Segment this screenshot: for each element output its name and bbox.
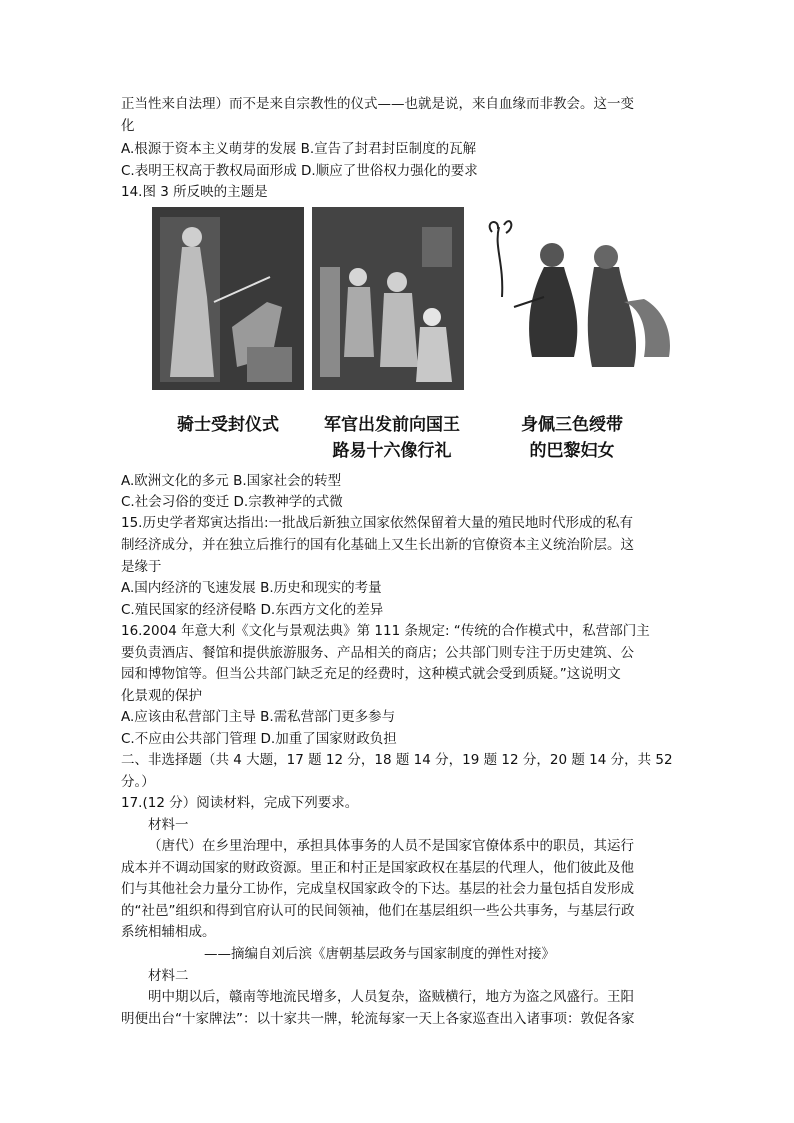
text-line: 化	[121, 118, 135, 134]
section-2-line: 二、非选择题（共 4 大题，17 题 12 分，18 题 14 分，19 题 12 分，20 题 14 分，共 52	[121, 752, 673, 768]
q16-options-ab: A.应该由私营部门主导 B.需私营部门更多参与	[121, 709, 396, 725]
caption-officers-line2: 路易十六像行礼	[332, 441, 452, 461]
q16-stem-line: 化景观的保护	[121, 688, 202, 704]
caption-officers-line1: 军官出发前向国王	[324, 415, 460, 435]
material-1-title: 材料一	[148, 817, 189, 833]
material-2-line: 明便出台“十家牌法”：以十家共一牌，轮流每家一天上各家巡查出入诸事项：敦促各家	[121, 1011, 635, 1027]
material-1-line: （唐代）在乡里治理中，承担具体事务的人员不是国家官僚体系中的职员，其运行	[148, 838, 634, 854]
material-1-line: 们与其他社会力量分工协作，完成皇权国家政令的下达。基层的社会力量包括自发形成	[121, 881, 634, 897]
q14-options-ab: A.欧洲文化的多元 B.国家社会的转型	[121, 473, 342, 489]
q16-stem-line: 要负责酒店、餐馆和提供旅游服务、产品相关的商店；公共部门则专注于历史建筑、公	[121, 645, 634, 661]
q15-options-ab: A.国内经济的飞速发展 B.历史和现实的考量	[121, 580, 382, 596]
knighting-ceremony-image	[152, 207, 304, 390]
material-1-line: 系统相辅相成。	[121, 924, 216, 940]
q14-options-cd: C.社会习俗的变迁 D.宗教神学的式微	[121, 494, 343, 510]
q16-options-cd: C.不应由公共部门管理 D.加重了国家财政负担	[121, 731, 397, 747]
q13-options-ab: A.根源于资本主义萌芽的发展 B.宣告了封君封臣制度的瓦解	[121, 141, 477, 157]
material-1-line: 成本并不调动国家的财政资源。里正和村正是国家政权在基层的代理人，他们彼此及他	[121, 860, 634, 876]
material-1-source: ——摘编自刘后滨《唐朝基层政务与国家制度的弹性对接》	[204, 946, 555, 962]
q15-stem-line: 是缘于	[121, 559, 162, 575]
q16-stem-line: 16.2004 年意大利《文化与景观法典》第 111 条规定: “传统的合作模式中，私营部门主	[121, 623, 650, 639]
q15-stem-line: 15.历史学者郑寅达指出:一批战后新独立国家依然保留着大量的殖民地时代形成的私有	[121, 515, 634, 531]
caption-knighting: 骑士受封仪式	[177, 415, 279, 435]
material-2-title: 材料二	[148, 968, 189, 984]
figure-3	[152, 207, 682, 469]
text-line: 正当性来自法理）而不是来自宗教性的仪式——也就是说，来自血缘而非教会。这一变	[121, 96, 634, 112]
parisian-women-tricolor-sash-image	[474, 207, 682, 390]
caption-women-line1: 身佩三色绶带	[521, 415, 623, 435]
q14-stem: 14.图 3 所反映的主题是	[121, 184, 268, 200]
q13-options-cd: C.表明王权高于教权局面形成 D.顺应了世俗权力强化的要求	[121, 163, 478, 179]
q17-stem: 17.(12 分）阅读材料，完成下列要求。	[121, 795, 359, 811]
officers-saluting-louis-xvi-image	[312, 207, 464, 390]
caption-women-line2: 的巴黎妇女	[529, 441, 615, 461]
section-2-line: 分。）	[121, 774, 155, 790]
q15-stem-line: 制经济成分，并在独立后推行的国有化基础上又生长出新的官僚资本主义统治阶层。这	[121, 537, 634, 553]
q15-options-cd: C.殖民国家的经济侵略 D.东西方文化的差异	[121, 602, 384, 618]
material-2-line: 明中期以后，赣南等地流民增多，人员复杂，盗贼横行，地方为盗之风盛行。王阳	[148, 989, 634, 1005]
q16-stem-line: 园和博物馆等。但当公共部门缺乏充足的经费时，这种模式就会受到质疑。”这说明文	[121, 666, 621, 682]
material-1-line: 的“社邑”组织和得到官府认可的民间领袖，他们在基层组织一些公共事务，与基层行政	[121, 903, 635, 919]
